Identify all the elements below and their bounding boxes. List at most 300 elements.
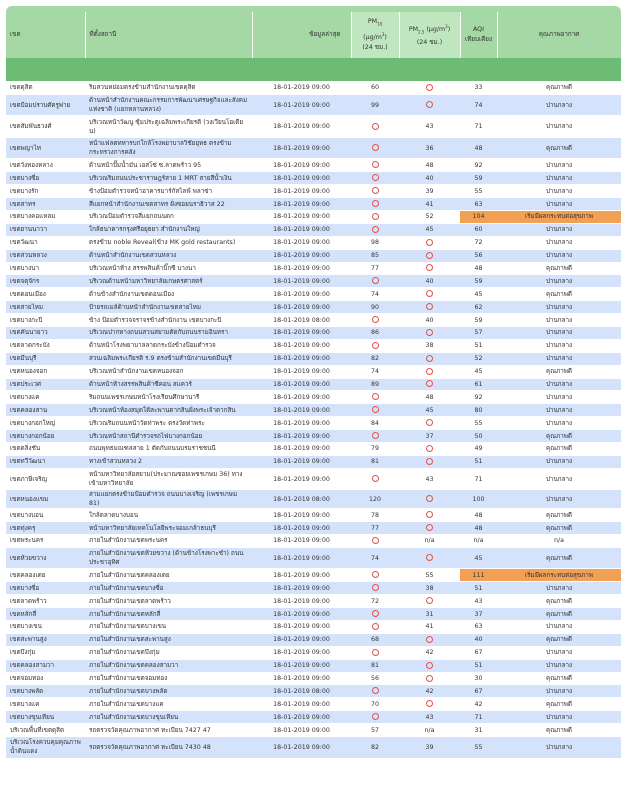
no-data-icon [372,475,379,482]
cell-pm10: 74 [351,365,399,378]
cell-updated: 18-01-2019 08:00 [252,314,351,327]
cell-quality: คุณภาพดี [497,595,621,608]
cell-aqi: 50 [460,430,497,443]
cell-updated: 18-01-2019 09:00 [252,522,351,535]
cell-pm10 [351,159,399,172]
table-row [6,288,621,301]
cell-quality: คุณภาพดี [497,288,621,301]
cell-aqi: 63 [460,198,497,211]
cell-updated: 18-01-2019 09:00 [252,569,351,582]
no-data-icon [372,123,379,130]
cell-updated: 18-01-2019 09:00 [252,595,351,608]
cell-pm25 [399,326,460,339]
cell-aqi: 51 [460,582,497,595]
cell-pm10 [351,621,399,634]
cell-station: ด้านข้างสำนักงานเขตดอนเมือง [85,288,252,301]
cell-pm10 [351,569,399,582]
no-data-icon [426,636,433,643]
cell-district: เขตบางซื่อ [6,582,85,595]
cell-pm10: 82 [351,737,399,759]
cell-updated: 18-01-2019 09:00 [252,672,351,685]
cell-pm10 [351,404,399,417]
cell-station: สี่แยกหน้าสำนักงานเขตสาทร ฝั่งซอยนราธิวาส 22 [85,198,252,211]
no-data-icon [372,571,379,578]
header-pm25: $PM_{2.5}$ $(\mu g/m^3)$ (24 ชม.) [399,12,460,58]
cell-district: เขตลาดกระบัง [6,339,85,352]
cell-aqi: 71 [460,468,497,490]
cell-aqi: 49 [460,442,497,455]
cell-pm25: 42 [399,685,460,698]
cell-aqi: 59 [460,275,497,288]
cell-quality: ปานกลาง [497,198,621,211]
cell-district: บริเวณโรงควบคุมคุณภาพน้ำดินแดง [6,737,85,759]
cell-station: ภายในสำนักงานเขตห้วยขวาง (ด้านข้างโรงพาะชำ) ถนนประชาอุทิศ [85,547,252,569]
cell-station: บริเวณหน้าห้าง สรรพสินค้าบิ๊กซี บางนา [85,262,252,275]
cell-pm10 [351,137,399,159]
cell-pm10: 120 [351,490,399,509]
cell-pm25 [399,365,460,378]
table-row [6,275,621,288]
cell-updated: 18-01-2019 09:00 [252,430,351,443]
cell-aqi: 55 [460,737,497,759]
no-data-icon [426,101,433,108]
cell-pm10: 57 [351,724,399,737]
cell-district: เขตบางแค [6,391,85,404]
no-data-icon [426,597,433,604]
cell-updated: 18-01-2019 09:00 [252,137,351,159]
cell-quality: ปานกลาง [497,301,621,314]
cell-quality: ปานกลาง [497,391,621,404]
cell-updated: 18-01-2019 09:00 [252,621,351,634]
table-row [6,468,621,490]
cell-station: สามแยกตรงข้ามป้อมตำรวจ ถนนบางเจริญ (เพชรเกษม 81) [85,490,252,509]
cell-pm25: 39 [399,185,460,198]
table-row [6,711,621,724]
cell-quality: คุณภาพดี [497,522,621,535]
cell-updated: 18-01-2019 09:00 [252,159,351,172]
cell-quality: ปานกลาง [497,275,621,288]
cell-updated: 18-01-2019 09:00 [252,535,351,548]
no-data-icon [426,700,433,707]
table-header-row [6,12,621,58]
cell-pm25 [399,94,460,116]
cell-updated: 18-01-2019 09:00 [252,608,351,621]
table-row [6,490,621,509]
no-data-icon [372,537,379,544]
no-data-icon [372,649,379,656]
cell-quality: คุณภาพดี [497,82,621,95]
cell-quality: ปานกลาง [497,185,621,198]
table-row [6,391,621,404]
cell-pm25 [399,262,460,275]
cell-station: หน้าแฟลตทหารบกใกล้โรงพยาบาลวิชัยยุทธ ตรงข้ามกระทรวงการคลัง [85,137,252,159]
table-row [6,737,621,759]
cell-district: เขตคันนายาว [6,326,85,339]
no-data-icon [372,174,379,181]
table-row [6,172,621,185]
cell-updated: 18-01-2019 09:00 [252,116,351,138]
cell-pm10: 81 [351,659,399,672]
cell-pm25 [399,82,460,95]
cell-aqi: 71 [460,116,497,138]
cell-station: รถตรวจวัดคุณภาพอากาศ ทะเบียน 7427 47 [85,724,252,737]
table-row [6,339,621,352]
cell-pm25 [399,442,460,455]
cell-updated: 18-01-2019 09:00 [252,210,351,223]
cell-station: ด้านหน้าสำนักงานเขตสวนหลวง [85,249,252,262]
cell-aqi: 45 [460,288,497,301]
cell-updated: 18-01-2019 08:00 [252,685,351,698]
cell-updated: 18-01-2019 09:00 [252,262,351,275]
cell-aqi: 40 [460,633,497,646]
cell-aqi: 63 [460,621,497,634]
cell-pm10 [351,185,399,198]
table-row [6,698,621,711]
no-data-icon [426,524,433,531]
cell-pm25: 52 [399,210,460,223]
cell-pm10 [351,314,399,327]
cell-pm10: 56 [351,672,399,685]
cell-station: ใกล้ธนาคารกรุงศรีอยุธยา สำนักงานใหญ่ [85,223,252,236]
cell-quality: ปานกลาง [497,685,621,698]
table-row [6,210,621,223]
no-data-icon [426,495,433,502]
cell-station: ภายในสำนักงานเขตพระนคร [85,535,252,548]
table-row [6,509,621,522]
cell-district: เขตพญาไท [6,137,85,159]
header-pm25-sub: (24 ชม.) [416,38,443,46]
cell-station: ทางเข้าสวนหลวง 2 [85,455,252,468]
cell-pm25 [399,522,460,535]
cell-aqi: 92 [460,159,497,172]
cell-aqi: 51 [460,455,497,468]
cell-pm10: 90 [351,301,399,314]
cell-station: บริเวณริมถนนประชาราษฎร์สาย 1 MRT สายสีน้ำเงิน [85,172,252,185]
cell-aqi: 43 [460,595,497,608]
table-row [6,417,621,430]
cell-updated: 18-01-2019 09:00 [252,417,351,430]
cell-station: ภายในสำนักงานเขตบางเขน [85,621,252,634]
cell-quality: ปานกลาง [497,468,621,490]
table-row [6,522,621,535]
no-data-icon [372,277,379,284]
cell-aqi: 60 [460,223,497,236]
cell-quality: คุณภาพดี [497,633,621,646]
cell-pm10 [351,468,399,490]
cell-pm25 [399,417,460,430]
no-data-icon [372,610,379,617]
cell-district: เขตจตุจักร [6,275,85,288]
cell-station: บริเวณหน้าห้องสมุดใต้สะพานตากสินฝั่งพระเจ้าตากสิน [85,404,252,417]
cell-station: บริเวณหน้าวัฒนู ซุ้มประตูเฉลิมพระเกียรติ (วงเวียนโอเดียน) [85,116,252,138]
cell-station: ด้านหน้าสำนักงานคณะกรรมการพัฒนาเศรษฐกิจและสังคมแห่งชาติ (แยกหลานหลวง) [85,94,252,116]
cell-pm10 [351,711,399,724]
cell-station: บริเวณหน้าสำนักงานเขตหนองจอก [85,365,252,378]
cell-pm10: 68 [351,633,399,646]
cell-aqi: 48 [460,262,497,275]
table-row [6,442,621,455]
cell-quality: คุณภาพดี [497,724,621,737]
no-data-icon [372,432,379,439]
cell-district: เขตห้วยขวาง [6,547,85,569]
cell-updated: 18-01-2019 09:00 [252,737,351,759]
cell-quality: คุณภาพดี [497,509,621,522]
cell-district: เขตบางพลัด [6,685,85,698]
cell-district: เขตบางแค [6,698,85,711]
cell-updated: 18-01-2019 09:00 [252,404,351,417]
cell-updated: 18-01-2019 09:00 [252,711,351,724]
cell-updated: 18-01-2019 09:00 [252,391,351,404]
cell-updated: 18-01-2019 09:00 [252,326,351,339]
cell-pm10 [351,223,399,236]
cell-updated: 18-01-2019 08:00 [252,490,351,509]
cell-station: บริเวณหน้าสถานีตำรวจรถไฟบางกอกน้อย [85,430,252,443]
table-row [6,621,621,634]
cell-aqi: 51 [460,339,497,352]
cell-pm10 [351,339,399,352]
cell-aqi: 45 [460,547,497,569]
cell-quality: คุณภาพดี [497,698,621,711]
cell-aqi: 31 [460,724,497,737]
table-row [6,137,621,159]
cell-quality: คุณภาพดี [497,672,621,685]
cell-station: หน้ามหาวิทยาลัยเทคโนโลยีพระจอมเกล้าธนบุรี [85,522,252,535]
cell-station: ภายในสำนักงานเขตบึงกุ่ม [85,646,252,659]
no-data-icon [372,713,379,720]
cell-station: ภายในสำนักงานเขตหลักสี่ [85,608,252,621]
cell-quality: ปานกลาง [497,621,621,634]
cell-pm10 [351,391,399,404]
cell-station: ข้าง ป้อมตำรวจจราจรข้างสำนักงาน เขตบางกะปิ [85,314,252,327]
cell-updated: 18-01-2019 09:00 [252,185,351,198]
cell-station: ด้านหน้าปั๊มน้ำมัน เอสโซ่ ซ.ลาดพร้าว 95 [85,159,252,172]
no-data-icon [372,213,379,220]
cell-aqi: 92 [460,391,497,404]
cell-pm10: 82 [351,352,399,365]
cell-aqi: 104 [460,210,497,223]
cell-pm10: 81 [351,455,399,468]
cell-updated: 18-01-2019 09:00 [252,301,351,314]
cell-pm25: 39 [399,737,460,759]
cell-pm10 [351,646,399,659]
cell-pm25 [399,378,460,391]
cell-pm10: 78 [351,509,399,522]
cell-pm10 [351,198,399,211]
cell-pm25: 43 [399,711,460,724]
cell-district: เขตบางขุนเทียน [6,711,85,724]
cell-district: เขตบางกอกใหญ่ [6,417,85,430]
cell-updated: 18-01-2019 09:00 [252,468,351,490]
cell-quality: คุณภาพดี [497,547,621,569]
aqi-table-container [6,6,621,759]
table-row [6,659,621,672]
cell-station: ริมสวนหย่อมตรงข้ามสำนักงานเขตดุสิต [85,82,252,95]
cell-pm10: 70 [351,698,399,711]
cell-quality: เริ่มมีผลกระทบต่อสุขภาพ [497,210,621,223]
cell-district: เขตดุสิต [6,82,85,95]
cell-pm10 [351,210,399,223]
cell-pm25: 45 [399,223,460,236]
cell-aqi: 45 [460,365,497,378]
cell-district: บริเวณพื้นที่เขตดุสิต [6,724,85,737]
no-data-icon [426,380,433,387]
cell-station: ด้านหน้าห้างสรรพสินค้าซีคอน สแควร์ [85,378,252,391]
cell-aqi: 37 [460,608,497,621]
cell-pm25: 42 [399,646,460,659]
cell-pm10: 60 [351,82,399,95]
cell-station: ด้านหน้าโรงพยาบาลลาดกระบังข้างป้อมตำรวจ [85,339,252,352]
cell-updated: 18-01-2019 09:00 [252,698,351,711]
no-data-icon [372,623,379,630]
header-aqi [460,12,497,58]
cell-aqi: 67 [460,685,497,698]
cell-quality: ปานกลาง [497,352,621,365]
table-row [6,223,621,236]
cell-aqi: n/a [460,535,497,548]
cell-district: เขตหลักสี่ [6,608,85,621]
cell-updated: 18-01-2019 09:00 [252,365,351,378]
cell-station: ภายในสำนักงานเขตลาดพร้าว [85,595,252,608]
cell-quality: ปานกลาง [497,249,621,262]
cell-pm25: n/a [399,724,460,737]
table-row [6,633,621,646]
table-row [6,301,621,314]
cell-updated: 18-01-2019 09:00 [252,275,351,288]
cell-district: เขตบางนา [6,262,85,275]
cell-station: ภายในสำนักงานเขตสะพานสูง [85,633,252,646]
cell-pm10 [351,685,399,698]
cell-pm10 [351,275,399,288]
cell-district: เขตบางกะปิ [6,314,85,327]
cell-pm25: 37 [399,430,460,443]
cell-aqi: 42 [460,698,497,711]
cell-station: ริมถนนเพชรเกษมหน้าโรงเรียนศึกษานารี [85,391,252,404]
cell-pm25 [399,633,460,646]
cell-pm25: 45 [399,404,460,417]
cell-quality: ปานกลาง [497,326,621,339]
cell-station: ป้ายรถเมล์ด้านหน้าสำนักงานเขตสายไหม [85,301,252,314]
cell-pm25 [399,455,460,468]
table-row [6,535,621,548]
header-pm10: $PM_{10}$ $(\mu g/m^3)$ (24 ชม.) [351,12,399,58]
header-pm10-sub: (24 ชม.) [362,43,388,51]
table-row [6,595,621,608]
cell-pm10: 86 [351,326,399,339]
no-data-icon [426,329,433,336]
cell-station: ภายในสำนักงานเขตบางพลัด [85,685,252,698]
cell-quality: ปานกลาง [497,94,621,116]
cell-quality: ปานกลาง [497,737,621,759]
cell-quality: คุณภาพดี [497,430,621,443]
cell-quality: คุณภาพดี [497,608,621,621]
table-row [6,116,621,138]
cell-pm10 [351,116,399,138]
cell-quality: ปานกลาง [497,236,621,249]
cell-district: เขตวังทองหลาง [6,159,85,172]
cell-updated: 18-01-2019 09:00 [252,582,351,595]
no-data-icon [372,687,379,694]
cell-district: เขตตลิ่งชัน [6,442,85,455]
table-row [6,249,621,262]
cell-pm10 [351,582,399,595]
cell-pm25: 38 [399,582,460,595]
cell-pm10: 77 [351,522,399,535]
cell-pm25 [399,249,460,262]
no-data-icon [426,84,433,91]
cell-quality: ปานกลาง [497,172,621,185]
cell-district: เขตพระนคร [6,535,85,548]
table-row [6,365,621,378]
cell-pm10 [351,535,399,548]
cell-pm10: 79 [351,442,399,455]
cell-pm10: 84 [351,417,399,430]
cell-updated: 18-01-2019 09:00 [252,288,351,301]
cell-aqi: 33 [460,82,497,95]
table-row [6,608,621,621]
cell-aqi: 56 [460,249,497,262]
no-data-icon [372,316,379,323]
table-row [6,404,621,417]
cell-quality: ปานกลาง [497,223,621,236]
header-updated: ข้อมูลล่าสุด [252,12,351,58]
cell-pm10: 99 [351,94,399,116]
cell-station: บริเวณริมถนนหน้าวัดท่าพระ ตรงวัดท่าพระ [85,417,252,430]
header-aqi-sub: เทียบเคียง [464,36,493,43]
cell-district: เขตดอนเมือง [6,288,85,301]
no-data-icon [372,584,379,591]
cell-pm25: n/a [399,535,460,548]
cell-station: ใกล้ตลาดบางบอน [85,509,252,522]
cell-pm10: 74 [351,547,399,569]
no-data-icon [372,406,379,413]
cell-district: เขตมีนบุรี [6,352,85,365]
table-row [6,82,621,95]
cell-updated: 18-01-2019 09:00 [252,378,351,391]
cell-updated: 18-01-2019 09:00 [252,724,351,737]
cell-station: บริเวณปากทางถนนสวนสยามตัดกับถนนรามอินทรา [85,326,252,339]
cell-district: เขตคลองเตย [6,569,85,582]
cell-quality: ปานกลาง [497,404,621,417]
cell-district: เขตสะพานสูง [6,633,85,646]
no-data-icon [372,342,379,349]
cell-station: ถนนพุทธมณฑลสาย 1 ตัดกับถนนบรมราชชนนี [85,442,252,455]
cell-updated: 18-01-2019 09:00 [252,646,351,659]
header-quality: คุณภาพอากาศ [497,12,621,58]
cell-district: เขตหนองแขม [6,490,85,509]
cell-aqi: 55 [460,185,497,198]
cell-pm25 [399,672,460,685]
cell-aqi: 111 [460,569,497,582]
no-data-icon [372,161,379,168]
cell-pm25: 40 [399,314,460,327]
cell-station: บริเวณป้อมตำรวจสี่แยกถนนตก [85,210,252,223]
cell-aqi: 57 [460,326,497,339]
cell-district: เขตบึงกุ่ม [6,646,85,659]
cell-aqi: 100 [460,490,497,509]
cell-updated: 18-01-2019 09:00 [252,633,351,646]
no-data-icon [372,393,379,400]
cell-aqi: 48 [460,522,497,535]
table-row [6,198,621,211]
table-row [6,430,621,443]
no-data-icon [426,303,433,310]
cell-pm10: 98 [351,236,399,249]
table-row [6,455,621,468]
cell-updated: 18-01-2019 09:00 [252,547,351,569]
cell-aqi: 48 [460,137,497,159]
no-data-icon [426,458,433,465]
no-data-icon [372,144,379,151]
